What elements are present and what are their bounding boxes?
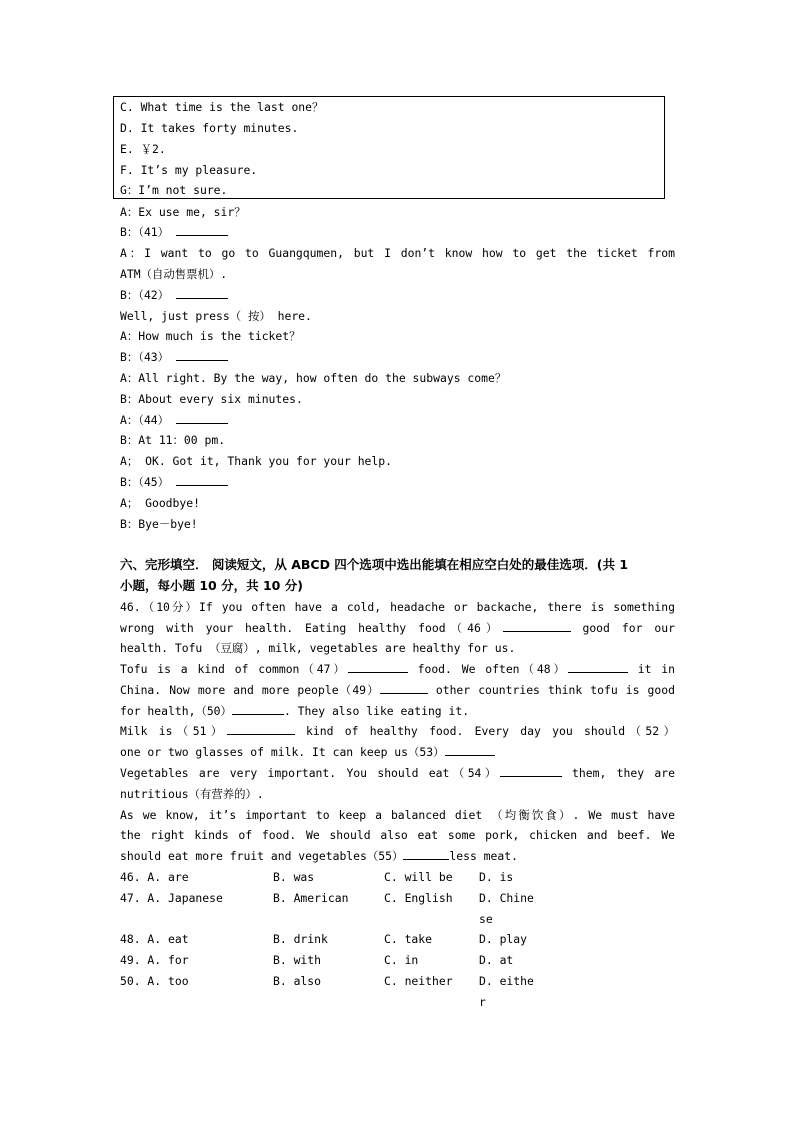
dialogue-line: Well, just press（ 按） here. <box>120 309 312 323</box>
passage-text: China. Now more and more people（49） <box>120 683 380 697</box>
choice-b[interactable]: B. American <box>273 891 349 905</box>
passage-line <box>120 680 675 700</box>
passage-line <box>120 618 675 638</box>
option-e: E. ￥2. <box>120 142 166 156</box>
answer-blank-49[interactable] <box>380 680 428 694</box>
choice-row <box>120 929 675 949</box>
dialogue-line: A：All right. By the way, how often do the subways come？ <box>120 371 507 385</box>
option-d: D. It takes forty minutes. <box>120 121 299 135</box>
choice-c[interactable]: C. neither <box>384 974 453 988</box>
choice-d-wrap: se <box>479 912 493 926</box>
dialogue-prompt: B：（41） <box>120 225 170 239</box>
dialogue-line: B：At 11：00 pm. <box>120 433 226 447</box>
option-f: F. It’s my pleasure. <box>120 163 258 177</box>
choice-c[interactable]: C. English <box>384 891 453 905</box>
answer-blank-50[interactable] <box>232 701 284 715</box>
choice-row <box>120 950 675 970</box>
dialogue-line: A； Goodbye! <box>120 496 200 510</box>
dialogue-prompt: B：（43） <box>120 350 170 364</box>
passage-text: food. We often（48） <box>407 662 568 676</box>
choice-b[interactable]: B. also <box>273 974 322 988</box>
choice-d[interactable]: D. at <box>479 953 514 967</box>
dialogue-prompt: B：（42） <box>120 288 170 302</box>
passage-line: nutritious（有营养的）. <box>120 787 264 801</box>
passage-text: less meat. <box>449 849 518 863</box>
dialogue-line <box>120 347 675 367</box>
passage-line: health. Tofu （豆腐）, milk, vegetables are healthy for us. <box>120 641 516 655</box>
choice-d-wrap: r <box>479 995 486 1009</box>
choice-a[interactable]: 49. A. for <box>120 953 189 967</box>
choice-c[interactable]: C. take <box>384 932 433 946</box>
passage-text: for health,（50） <box>120 704 232 718</box>
choice-d[interactable]: D. is <box>479 870 514 884</box>
choice-d[interactable]: D. eithe <box>479 974 534 988</box>
section-heading-cont: 小题，每小题 10 分，共 10 分) <box>120 578 303 593</box>
passage-line <box>120 721 675 741</box>
answer-blank-54[interactable] <box>500 763 562 777</box>
choice-b[interactable]: B. with <box>273 953 322 967</box>
choice-a[interactable]: 48. A. eat <box>120 932 189 946</box>
dialogue-line: A：Ex use me, sir？ <box>120 205 246 219</box>
passage-line: As we know, it’s important to keep a balanced diet （均衡饮食）. We must have <box>120 808 675 822</box>
answer-blank-48[interactable] <box>568 659 628 673</box>
dialogue-line: B：About every six minutes. <box>120 392 303 406</box>
passage-text: Milk is（51） <box>120 724 227 738</box>
passage-text: Vegetables are very important. You should eat（54） <box>120 766 500 780</box>
choice-row <box>120 971 675 1009</box>
option-g: G：I’m not sure. <box>120 183 228 197</box>
choice-row <box>120 888 675 926</box>
option-c: C. What time is the last one？ <box>120 100 324 114</box>
passage-text: other countries think tofu is good <box>427 683 675 697</box>
answer-blank-53[interactable] <box>445 742 495 756</box>
answer-blank-42[interactable] <box>176 285 228 299</box>
dialogue-line <box>120 472 675 492</box>
passage-text: wrong with your health. Eating healthy food（46） <box>120 621 503 635</box>
dialogue-line: A：How much is the ticket？ <box>120 329 301 343</box>
dialogue-line: B：Bye－bye! <box>120 517 198 531</box>
answer-blank-44[interactable] <box>176 410 228 424</box>
passage-text: them, they are <box>561 766 675 780</box>
choice-c[interactable]: C. in <box>384 953 419 967</box>
passage-text: good for our <box>570 621 675 635</box>
dialogue-line: A：I want to go to Guangqumen, but I don’t know how to get the ticket from <box>120 246 675 260</box>
dialogue-line <box>120 222 675 242</box>
passage-line: the right kinds of food. We should also eat some pork, chicken and beef. We <box>120 828 675 842</box>
dialogue-prompt: B：（45） <box>120 475 170 489</box>
answer-blank-43[interactable] <box>176 347 228 361</box>
passage-line <box>120 742 675 762</box>
answer-blank-45[interactable] <box>176 472 228 486</box>
dialogue-line: A； OK. Got it, Thank you for your help. <box>120 454 392 468</box>
passage-text: should eat more fruit and vegetables（55） <box>120 849 404 863</box>
choice-a[interactable]: 47. A. Japanese <box>120 891 223 905</box>
choice-c[interactable]: C. will be <box>384 870 453 884</box>
choice-b[interactable]: B. was <box>273 870 315 884</box>
choice-a[interactable]: 50. A. too <box>120 974 189 988</box>
choice-d[interactable]: D. Chine <box>479 891 534 905</box>
passage-text: kind of healthy food. Every day you should（52） <box>294 724 675 738</box>
choice-a[interactable]: 46. A. are <box>120 870 189 884</box>
passage-line <box>120 701 675 721</box>
answer-blank-41[interactable] <box>176 222 228 236</box>
dialogue-line <box>120 410 675 430</box>
choice-d[interactable]: D. play <box>479 932 528 946</box>
passage-line: 46.（10分）If you often have a cold, headache or backache, there is something <box>120 600 675 614</box>
dialogue-line: ATM（自动售票机）. <box>120 267 228 281</box>
passage-text: it in <box>627 662 675 676</box>
dialogue-line <box>120 285 675 305</box>
answer-blank-51[interactable] <box>227 721 295 735</box>
passage-line <box>120 846 675 866</box>
answer-blank-46[interactable] <box>503 618 571 632</box>
passage-text: one or two glasses of milk. It can keep us（53） <box>120 745 445 759</box>
choice-row <box>120 867 675 887</box>
passage-line <box>120 659 675 679</box>
section-heading: 六、完形填空． 阅读短文，从 ABCD 四个选项中选出能填在相应空白处的最佳选项．(共 1 <box>120 557 629 572</box>
passage-text: Tofu is a kind of common（47） <box>120 662 348 676</box>
answer-blank-47[interactable] <box>348 659 408 673</box>
dialogue-prompt: A：（44） <box>120 413 170 427</box>
passage-line <box>120 763 675 783</box>
choice-b[interactable]: B. drink <box>273 932 328 946</box>
passage-text: . They also like eating it. <box>283 704 470 718</box>
answer-blank-55[interactable] <box>403 846 449 860</box>
